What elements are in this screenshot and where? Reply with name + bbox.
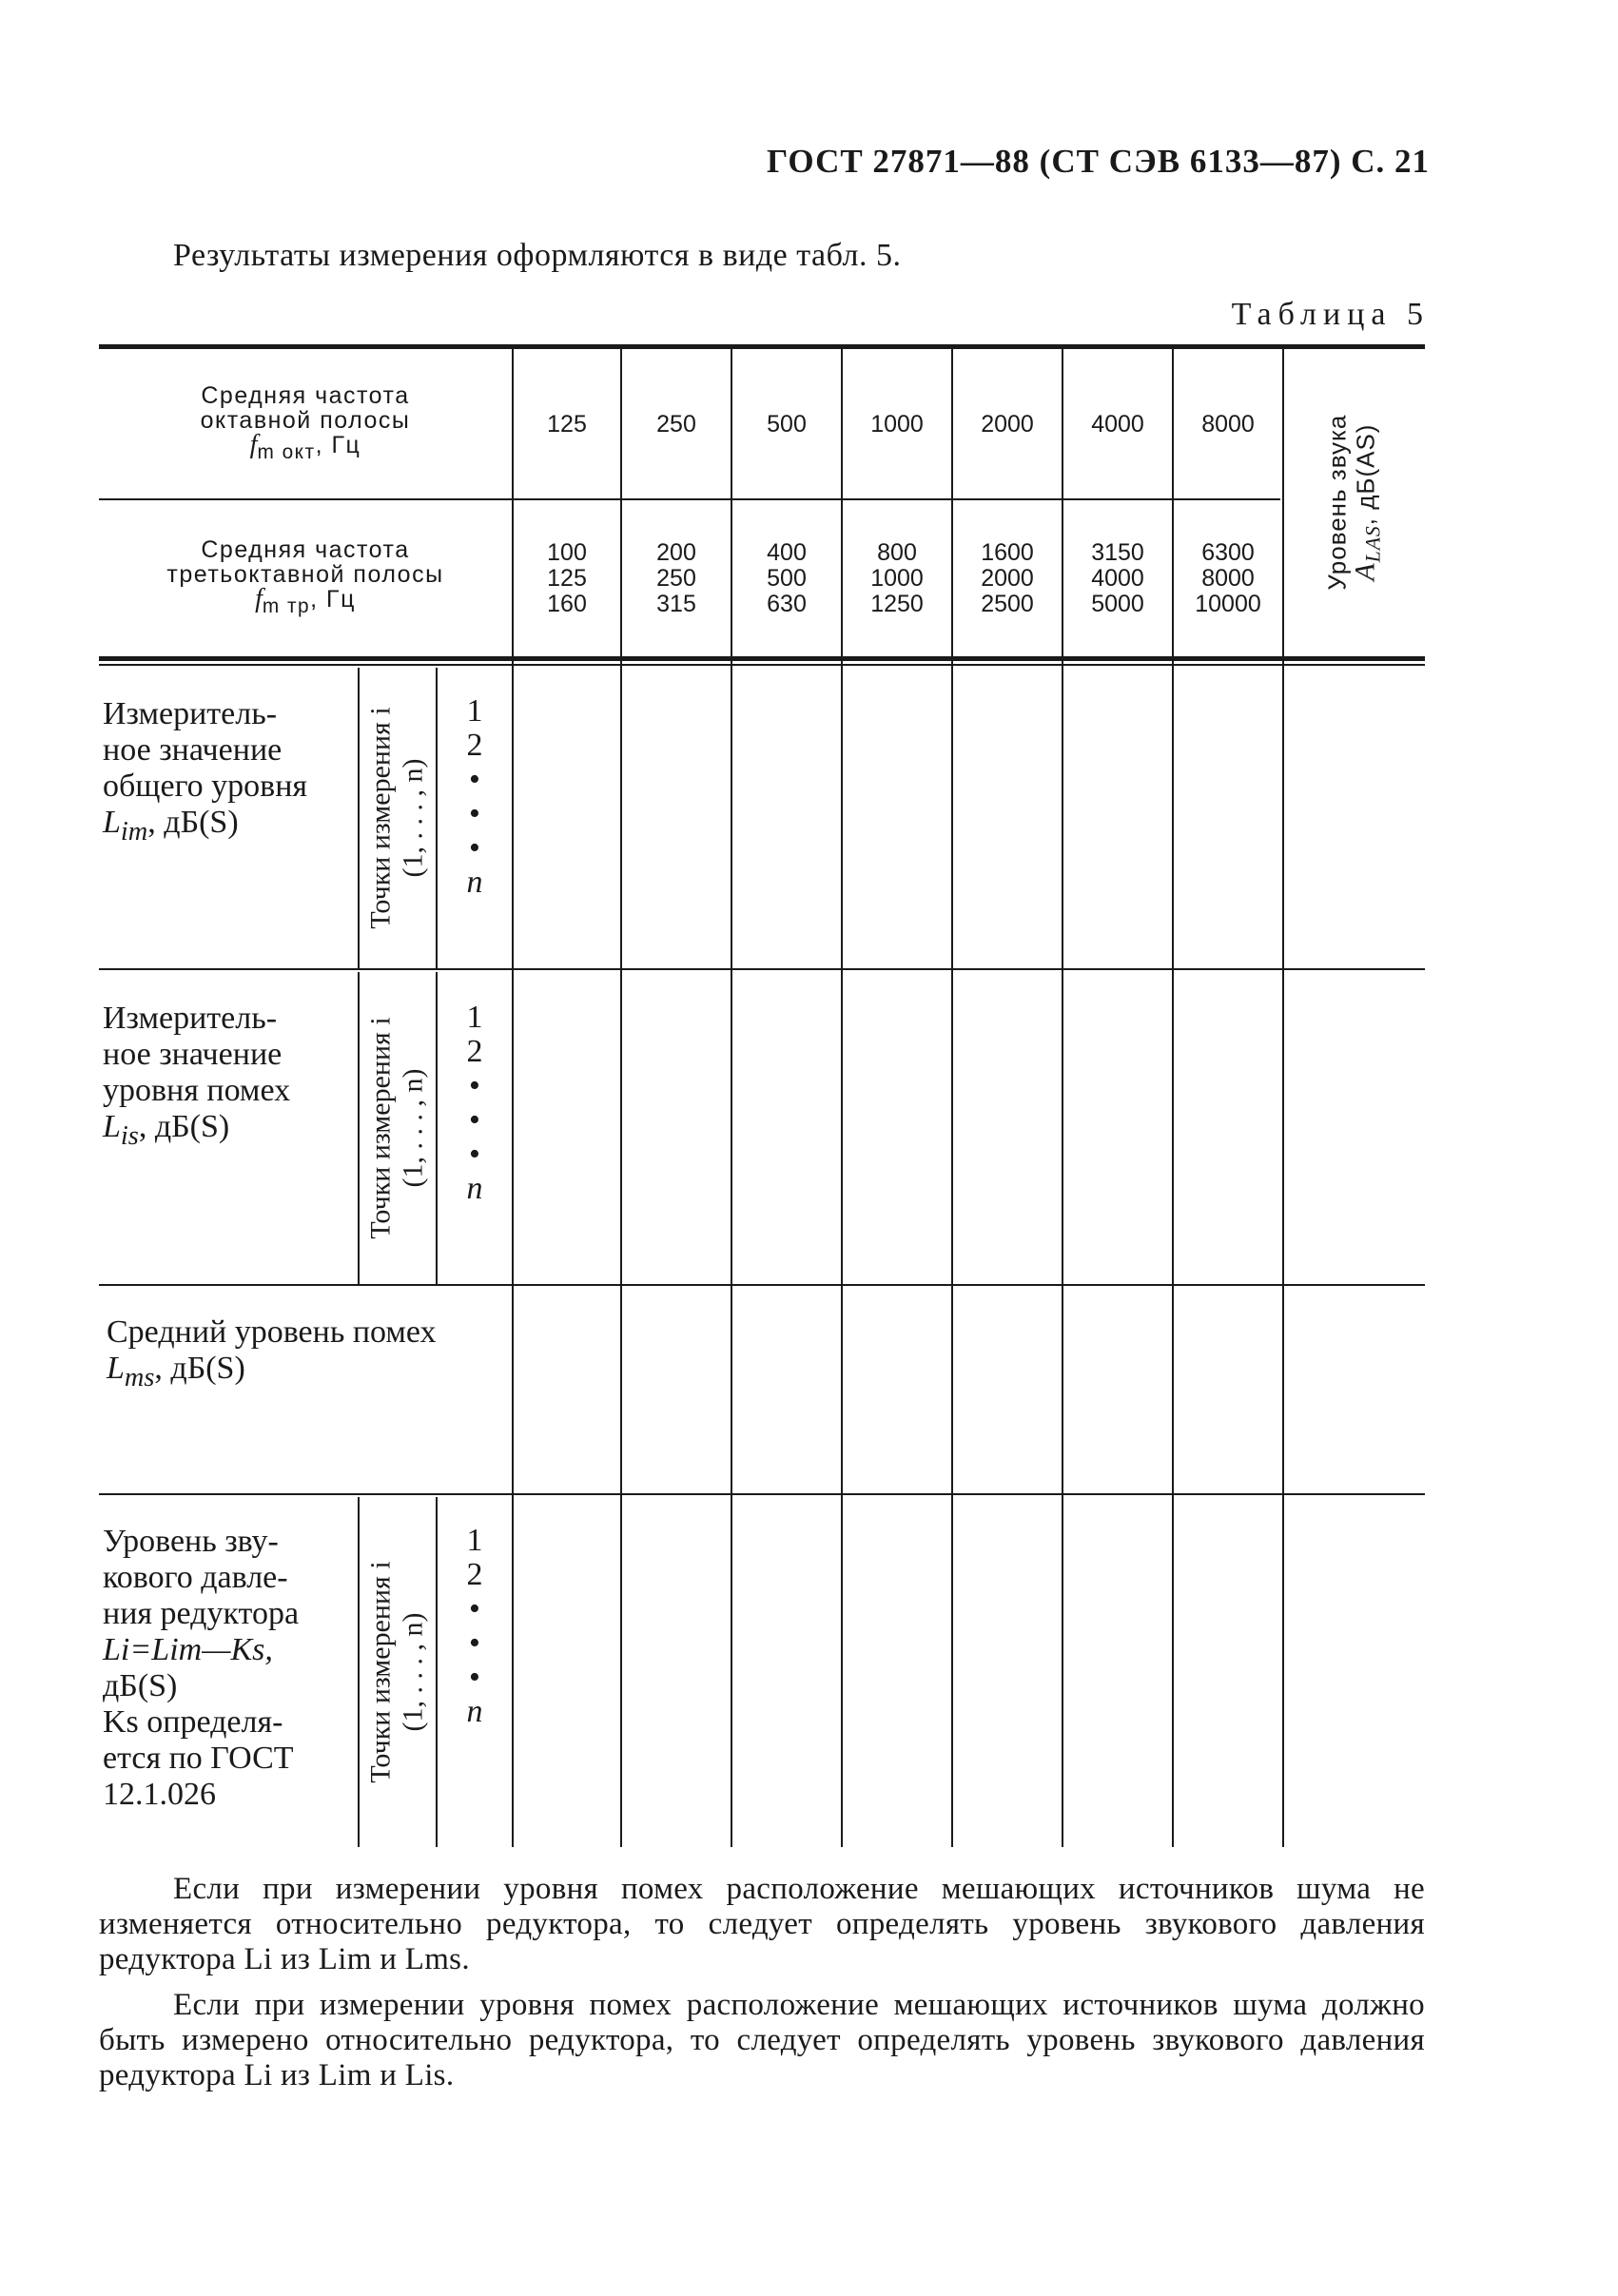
point-item: • <box>469 1625 480 1661</box>
point-item: 2 <box>466 1557 483 1592</box>
row-label-mean-noise <box>107 1314 506 1396</box>
third-octave-freq: 400 <box>767 538 807 566</box>
third-octave-freq: 200 <box>656 538 696 566</box>
row-subscript: ms <box>124 1362 155 1392</box>
third-octave-header-symbol-line <box>255 584 356 619</box>
row-label-line: ное значение <box>103 732 283 768</box>
row-label-symbol-line <box>103 805 356 850</box>
paragraph-2: Если при измерении уровня помех расположение мешающих источников шума должно быть измерено относительно редуктора, то следует определять уровень звукового давления редуктора Li из Lim и Lis. <box>99 1988 1425 2092</box>
sound-level-header-line2 <box>1348 415 1387 591</box>
points-label-line2: (1, . . . , n) <box>398 1612 430 1732</box>
third-octave-freq: 160 <box>547 590 587 617</box>
row-label-line: Средний уровень помех <box>107 1314 437 1350</box>
third-octave-freq: 500 <box>767 564 807 592</box>
octave-header-unit: , Гц <box>315 432 361 458</box>
third-octave-freq: 100 <box>547 538 587 566</box>
point-item: • <box>469 1137 480 1172</box>
third-octave-freq: 1600 <box>981 538 1034 566</box>
point-item: 1 <box>466 1523 483 1558</box>
row-label-line: ное значение <box>103 1037 283 1072</box>
third-octave-freq-cell <box>843 502 951 654</box>
octave-freq-cell: 4000 <box>1091 410 1144 438</box>
third-octave-header-label <box>99 502 512 654</box>
page-header: ГОСТ 27871—88 (СТ СЭВ 6133—87) С. 21 <box>767 143 1430 180</box>
row-symbol: L <box>103 1109 121 1144</box>
octave-freq-cell: 8000 <box>1201 410 1255 438</box>
third-octave-freq: 2000 <box>981 564 1034 592</box>
header-bottom-rule <box>99 656 1425 661</box>
results-table <box>99 344 1425 1847</box>
row-label-line: Измеритель- <box>103 1001 278 1036</box>
row-formula: Li=Lim—Ks, <box>103 1632 273 1667</box>
third-octave-header-symbol: f <box>255 584 263 613</box>
point-item: • <box>469 1102 480 1138</box>
header-bottom-rule-2 <box>99 664 1425 666</box>
row-label-line: общего уровня <box>103 769 308 804</box>
row-unit: дБ(S) <box>103 1668 178 1703</box>
point-item: 1 <box>466 1000 483 1035</box>
third-octave-freq: 8000 <box>1201 564 1255 592</box>
octave-header-line2: октавной полосы <box>200 407 411 434</box>
octave-header-label <box>99 350 512 498</box>
row-label-symbol-line <box>103 1109 356 1155</box>
octave-header-subscript: m окт <box>257 441 316 463</box>
row-label-line: уровня помех <box>103 1073 291 1108</box>
row-divider-1 <box>99 968 1425 970</box>
octave-header-line1: Средняя частота <box>201 382 410 409</box>
point-item: • <box>469 1591 480 1626</box>
row-unit: , дБ(S) <box>147 805 239 840</box>
row-note-line: Ks определя- <box>103 1704 283 1740</box>
third-octave-freq-cell <box>1063 502 1172 654</box>
octave-freq-cell: 1000 <box>870 410 924 438</box>
third-octave-freq: 6300 <box>1201 538 1255 566</box>
points-label-text <box>365 707 430 928</box>
octave-freq-cell: 2000 <box>981 410 1034 438</box>
octave-header-symbol-line <box>249 430 361 465</box>
third-octave-freq: 2500 <box>981 590 1034 617</box>
third-octave-freq: 5000 <box>1091 590 1144 617</box>
third-octave-freq-cell <box>622 502 731 654</box>
sound-level-subscript: LAS <box>1361 525 1385 563</box>
row-label-gear-sound-pressure <box>103 1524 356 1813</box>
third-octave-freq: 250 <box>656 564 696 592</box>
third-octave-freq-cell <box>953 502 1062 654</box>
points-label-row1 <box>360 668 436 968</box>
points-label-row4 <box>360 1497 436 1847</box>
point-item: • <box>469 830 480 866</box>
points-list-row2 <box>438 1001 512 1206</box>
third-octave-freq: 1000 <box>870 564 924 592</box>
paragraph-1: Если при измерении уровня помех расположение мешающих источников шума не изменяется относительно редуктора, то следует определять уровень звукового давления редуктора Li из Lim и Lms. <box>99 1872 1425 1976</box>
point-item: 1 <box>466 693 483 729</box>
point-item: • <box>469 1660 480 1695</box>
point-item: • <box>469 762 480 797</box>
point-item: n <box>466 1171 483 1206</box>
third-octave-freq: 4000 <box>1091 564 1144 592</box>
table-top-rule <box>99 344 1425 349</box>
third-octave-freq: 315 <box>656 590 696 617</box>
points-label-text <box>365 1561 430 1782</box>
row-divider-2 <box>99 1284 1425 1286</box>
row-unit: , дБ(S) <box>154 1351 245 1386</box>
points-label-line2: (1, . . . , n) <box>398 758 430 878</box>
point-item: n <box>466 1694 483 1729</box>
row-subscript: im <box>120 816 148 846</box>
row-label-line: Уровень зву- <box>103 1524 279 1559</box>
sound-level-symbol: A <box>1348 562 1380 581</box>
third-octave-freq: 125 <box>547 564 587 592</box>
third-octave-freq: 3150 <box>1091 538 1144 566</box>
third-octave-freq-cell <box>514 502 620 654</box>
third-octave-header-subscript: m тр <box>262 595 311 617</box>
row-label-noise-level <box>103 1001 356 1155</box>
sound-level-header-text <box>1322 415 1387 591</box>
row-label-symbol-line <box>107 1351 506 1396</box>
third-octave-freq-cell <box>1174 502 1282 654</box>
sound-level-header <box>1284 350 1425 654</box>
sound-level-unit: , дБ(AS) <box>1350 423 1379 526</box>
row-note-line: ется по ГОСТ <box>103 1741 294 1776</box>
row-divider-3 <box>99 1493 1425 1495</box>
sound-level-header-line1: Уровень звука <box>1321 414 1351 591</box>
intro-text: Результаты измерения оформляются в виде табл. 5. <box>173 238 902 273</box>
header-divider <box>99 498 1280 500</box>
third-octave-header-unit: , Гц <box>310 586 356 613</box>
third-octave-freq: 10000 <box>1195 590 1261 617</box>
octave-freq-cell: 125 <box>547 410 587 438</box>
row-label-total-level <box>103 696 356 850</box>
third-octave-freq-cell <box>732 502 841 654</box>
row-subscript: is <box>120 1120 139 1151</box>
row-label-line: ния редуктора <box>103 1596 300 1631</box>
points-label-text <box>365 1017 430 1238</box>
row-label-line: Измеритель- <box>103 696 278 731</box>
third-octave-header-line2: третьоктавной полосы <box>166 561 444 588</box>
row-label-line: кового давле- <box>103 1560 288 1595</box>
octave-freq-cell: 500 <box>767 410 807 438</box>
row-unit: , дБ(S) <box>138 1109 230 1144</box>
row-note-line: 12.1.026 <box>103 1777 216 1812</box>
points-label-line1: Точки измерения i <box>365 1017 398 1239</box>
third-octave-freq: 630 <box>767 590 807 617</box>
octave-header-symbol: f <box>249 430 258 459</box>
points-list-row1 <box>438 694 512 900</box>
row-symbol: L <box>107 1351 125 1386</box>
third-octave-freq: 800 <box>877 538 917 566</box>
points-label-line2: (1, . . . , n) <box>398 1068 430 1188</box>
points-label-line1: Точки измерения i <box>365 707 398 929</box>
point-item: 2 <box>466 728 483 763</box>
point-item: • <box>469 1068 480 1103</box>
third-octave-header-line1: Средняя частота <box>201 536 410 563</box>
points-label-line1: Точки измерения i <box>365 1561 398 1783</box>
points-list-row4 <box>438 1524 512 1729</box>
points-label-row2 <box>360 972 436 1284</box>
table-caption: Таблица 5 <box>1231 297 1430 332</box>
point-item: n <box>466 865 483 900</box>
third-octave-freq: 1250 <box>870 590 924 617</box>
point-item: 2 <box>466 1034 483 1069</box>
point-item: • <box>469 796 480 831</box>
octave-freq-cell: 250 <box>656 410 696 438</box>
row-symbol: L <box>103 805 121 840</box>
